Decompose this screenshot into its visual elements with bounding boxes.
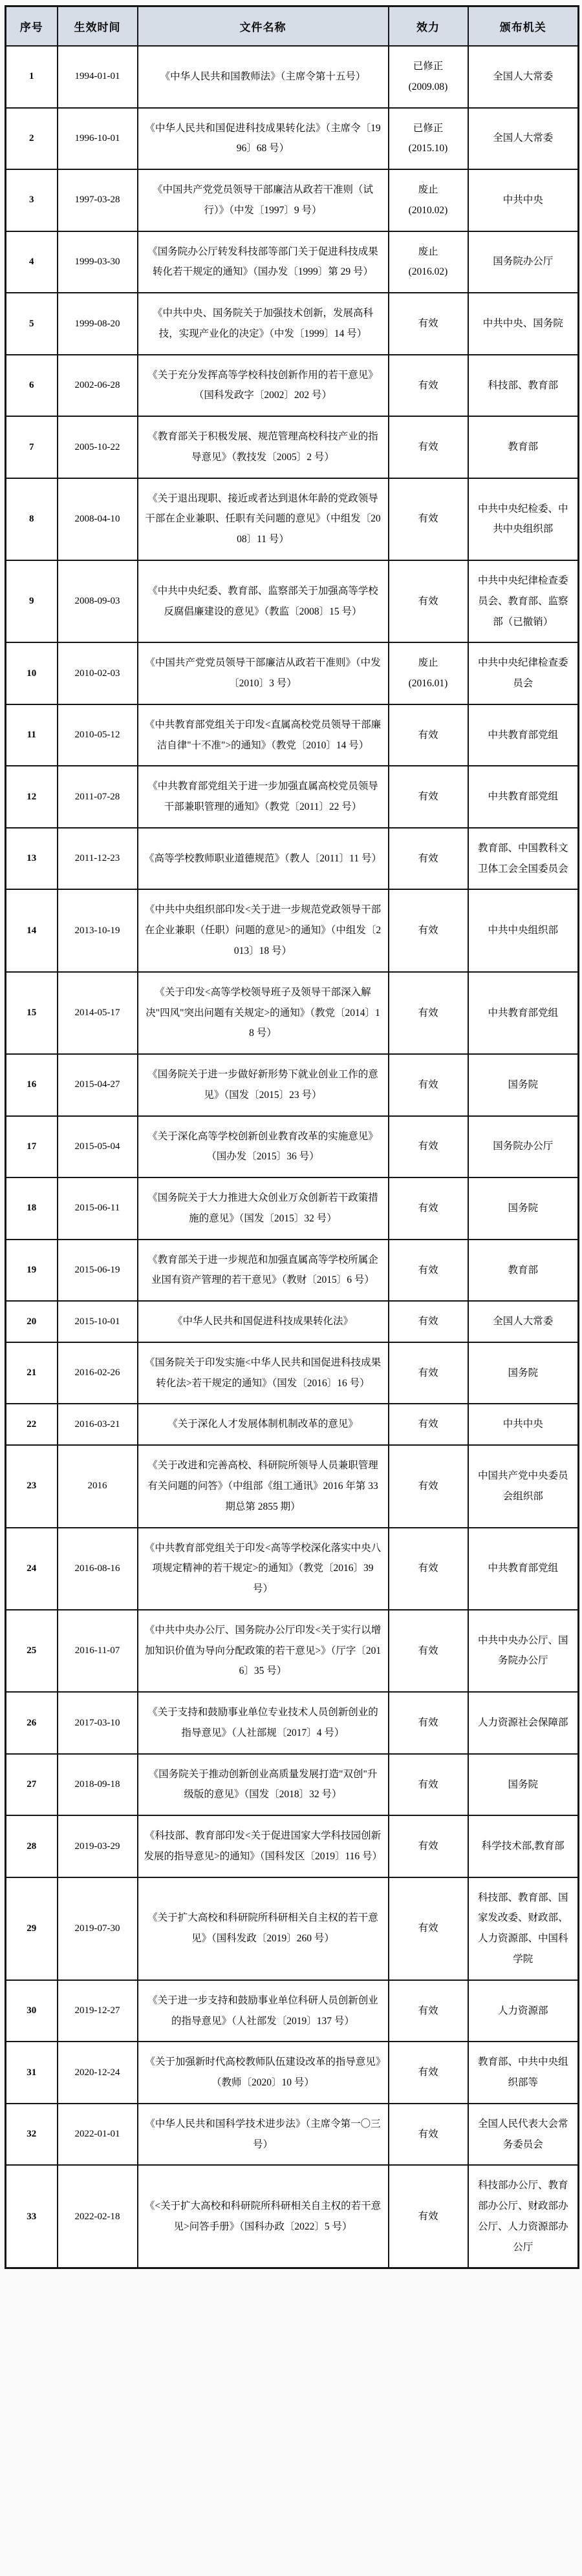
table-row — [6, 231, 579, 293]
row-issuer-cell: 中共中央纪律检查委员会、教育部、监察部（已撤销） — [468, 560, 579, 642]
validity-status: 有效 — [418, 1779, 438, 1790]
table-row — [6, 1116, 579, 1178]
row-issuer-cell: 中共中央组织部 — [468, 889, 579, 971]
row-title-cell: 《教育部关于积极发展、规范管理高校科技产业的指导意见》（教技发〔2005〕2 号） — [138, 416, 389, 478]
row-title-cell: 《中共教育部党组关于印发<直属高校党员领导干部廉洁自律"十不准">的通知》（教党〔2010〕14 号） — [138, 704, 389, 766]
row-validity-cell — [389, 1116, 468, 1178]
column-header-title: 文件名称 — [138, 6, 389, 47]
table-row — [6, 642, 579, 704]
validity-status: 有效 — [418, 1264, 438, 1276]
row-index-cell: 10 — [6, 642, 58, 704]
row-validity-cell — [389, 1240, 468, 1302]
row-title-cell: 《中国共产党党员领导干部廉洁从政若干准则》（中发〔2010〕3 号） — [138, 642, 389, 704]
row-issuer-cell: 人力资源社会保障部 — [468, 1692, 579, 1754]
row-issuer-cell: 中共教育部党组 — [468, 972, 579, 1054]
row-issuer-cell: 教育部、中国教科文卫体工会全国委员会 — [468, 828, 579, 890]
row-issuer-cell: 国务院 — [468, 1054, 579, 1116]
column-header-issuer: 颁布机关 — [468, 6, 579, 47]
table-row — [6, 1301, 579, 1342]
row-validity-cell — [389, 1610, 468, 1692]
row-validity-cell — [389, 108, 468, 170]
row-validity-cell — [389, 2165, 468, 2268]
validity-status: 废止 — [418, 184, 438, 196]
row-validity-cell — [389, 766, 468, 828]
row-date-cell: 2013-10-19 — [58, 889, 138, 971]
row-title-cell: 《科技部、教育部印发<关于促进国家大学科技园创新发展的指导意见>的通知》（国科发区〔2019〕116 号） — [138, 1815, 389, 1877]
row-validity-cell — [389, 2104, 468, 2166]
row-date-cell: 2011-07-28 — [58, 766, 138, 828]
row-index-cell: 18 — [6, 1177, 58, 1240]
row-date-cell: 2015-06-11 — [58, 1177, 138, 1240]
row-issuer-cell: 国务院 — [468, 1754, 579, 1816]
validity-status: 有效 — [418, 2005, 438, 2016]
row-index-cell: 30 — [6, 1980, 58, 2042]
row-issuer-cell: 中共中央 — [468, 1404, 579, 1445]
row-validity-cell — [389, 355, 468, 417]
validity-status: 有效 — [418, 379, 438, 391]
row-date-cell: 2016-03-21 — [58, 1404, 138, 1445]
table-body — [6, 46, 579, 2268]
table-row — [6, 1754, 579, 1816]
row-validity-cell — [389, 1815, 468, 1877]
row-issuer-cell: 人力资源部 — [468, 1980, 579, 2042]
row-validity-cell — [389, 1177, 468, 1240]
row-validity-cell — [389, 231, 468, 293]
validity-status: 有效 — [418, 1563, 438, 1574]
row-date-cell: 1999-08-20 — [58, 293, 138, 355]
row-date-cell: 2022-02-18 — [58, 2165, 138, 2268]
validity-status: 有效 — [418, 595, 438, 607]
row-title-cell: 《中华人民共和国促进科技成果转化法》（主席令〔1996〕68 号） — [138, 108, 389, 170]
row-title-cell: 《关于深化高等学校创新创业教育改革的实施意见》（国办发〔2015〕36 号） — [138, 1116, 389, 1178]
row-date-cell: 2017-03-10 — [58, 1692, 138, 1754]
table-row — [6, 416, 579, 478]
row-index-cell: 3 — [6, 169, 58, 231]
row-issuer-cell: 科技部、教育部 — [468, 355, 579, 417]
row-index-cell: 8 — [6, 478, 58, 560]
validity-status: 已修正 — [413, 122, 444, 134]
validity-status: 有效 — [418, 1480, 438, 1492]
row-index-cell: 24 — [6, 1528, 58, 1610]
row-title-cell: 《关于印发<高等学校领导班子及领导干部深入解决"四风"突出问题有关规定>的通知》（教党〔2014〕18 号） — [138, 972, 389, 1054]
validity-status: 有效 — [418, 791, 438, 803]
row-date-cell: 2015-06-19 — [58, 1240, 138, 1302]
row-date-cell: 2005-10-22 — [58, 416, 138, 478]
row-issuer-cell: 中共教育部党组 — [468, 766, 579, 828]
row-index-cell: 32 — [6, 2104, 58, 2166]
row-title-cell: 《高等学校教师职业道德规范》（教人〔2011〕11 号） — [138, 828, 389, 890]
row-validity-cell — [389, 642, 468, 704]
row-issuer-cell: 科技部办公厅、教育部办公厅、财政部办公厅、人力资源部办公厅 — [468, 2165, 579, 2268]
row-title-cell: 《国务院关于印发实施<中华人民共和国促进科技成果转化法>若干规定的通知》（国发〔2016〕16 号） — [138, 1342, 389, 1404]
row-index-cell: 22 — [6, 1404, 58, 1445]
table-row — [6, 1240, 579, 1302]
row-issuer-cell: 中共中央纪律检查委员会 — [468, 642, 579, 704]
validity-status: 有效 — [418, 1007, 438, 1019]
row-validity-cell — [389, 416, 468, 478]
table-row — [6, 1342, 579, 1404]
row-validity-cell — [389, 478, 468, 560]
row-date-cell: 2016-08-16 — [58, 1528, 138, 1610]
row-issuer-cell: 中共教育部党组 — [468, 1528, 579, 1610]
row-title-cell: 《国务院关于进一步做好新形势下就业创业工作的意见》（国发〔2015〕23 号） — [138, 1054, 389, 1116]
table-row — [6, 1177, 579, 1240]
row-validity-cell — [389, 704, 468, 766]
validity-status: 有效 — [418, 1716, 438, 1728]
validity-status: 有效 — [418, 2128, 438, 2140]
row-validity-cell — [389, 169, 468, 231]
row-title-cell: 《关于退出现职、接近或者达到退休年龄的党政领导干部在企业兼职、任职有关问题的意见》（中组发〔2008〕11 号） — [138, 478, 389, 560]
row-index-cell: 13 — [6, 828, 58, 890]
column-header-index: 序号 — [6, 6, 58, 47]
row-validity-cell — [389, 1877, 468, 1980]
row-title-cell: 《中共中央、国务院关于加强技术创新，发展高科技，实现产业化的决定》（中发〔1999〕14 号） — [138, 293, 389, 355]
row-date-cell: 2016-02-26 — [58, 1342, 138, 1404]
table-row — [6, 2042, 579, 2104]
table-row — [6, 1692, 579, 1754]
table-row — [6, 704, 579, 766]
row-issuer-cell: 中国共产党中央委员会组织部 — [468, 1445, 579, 1527]
validity-status: 有效 — [418, 1367, 438, 1378]
row-date-cell: 2015-10-01 — [58, 1301, 138, 1342]
row-issuer-cell: 教育部 — [468, 416, 579, 478]
row-index-cell: 27 — [6, 1754, 58, 1816]
row-title-cell: 《关于深化人才发展体制机制改革的意见》 — [138, 1404, 389, 1445]
row-title-cell: 《中共中央纪委、教育部、监察部关于加强高等学校反腐倡廉建设的意见》（教监〔2008〕15 号） — [138, 560, 389, 642]
row-title-cell: 《关于充分发挥高等学校科技创新作用的若干意见》（国科发政字〔2002〕202 号） — [138, 355, 389, 417]
row-index-cell: 31 — [6, 2042, 58, 2104]
table-row — [6, 1404, 579, 1445]
row-issuer-cell: 全国人大常委 — [468, 46, 579, 108]
table-row — [6, 1445, 579, 1527]
validity-status: 有效 — [418, 1141, 438, 1152]
row-date-cell: 1997-03-28 — [58, 169, 138, 231]
table-row — [6, 478, 579, 560]
row-date-cell: 2019-07-30 — [58, 1877, 138, 1980]
row-issuer-cell: 教育部、中共中央组织部等 — [468, 2042, 579, 2104]
row-validity-cell — [389, 560, 468, 642]
row-date-cell: 2008-09-03 — [58, 560, 138, 642]
validity-note: (2010.02) — [408, 204, 448, 216]
validity-status: 有效 — [418, 1645, 438, 1656]
row-index-cell: 9 — [6, 560, 58, 642]
row-index-cell: 4 — [6, 231, 58, 293]
row-date-cell: 1996-10-01 — [58, 108, 138, 170]
table-row — [6, 1610, 579, 1692]
row-issuer-cell: 中共中央办公厅、国务院办公厅 — [468, 1610, 579, 1692]
row-issuer-cell: 全国人民代表大会常务委员会 — [468, 2104, 579, 2166]
row-date-cell: 2010-05-12 — [58, 704, 138, 766]
row-validity-cell — [389, 293, 468, 355]
row-date-cell: 2019-03-29 — [58, 1815, 138, 1877]
row-issuer-cell: 科技部、教育部、国家发改委、财政部、人力资源部、中国科学院 — [468, 1877, 579, 1980]
table-row — [6, 2165, 579, 2268]
validity-status: 有效 — [418, 1923, 438, 1934]
row-validity-cell — [389, 1528, 468, 1610]
column-header-validity: 效力 — [389, 6, 468, 47]
row-validity-cell — [389, 972, 468, 1054]
row-title-cell: 《中共教育部党组关于进一步加强直属高校党员领导干部兼职管理的通知》（教党〔2011〕22 号） — [138, 766, 389, 828]
row-date-cell: 2010-02-03 — [58, 642, 138, 704]
row-index-cell: 14 — [6, 889, 58, 971]
row-issuer-cell: 教育部 — [468, 1240, 579, 1302]
row-validity-cell — [389, 1301, 468, 1342]
row-title-cell: 《国务院关于推动创新创业高质量发展打造"双创"升级版的意见》（国发〔2018〕32 号） — [138, 1754, 389, 1816]
header-row — [6, 6, 579, 47]
row-validity-cell — [389, 1342, 468, 1404]
row-title-cell: 《关于进一步支持和鼓励事业单位科研人员创新创业的指导意见》（人社部发〔2019〕137 号） — [138, 1980, 389, 2042]
row-index-cell: 6 — [6, 355, 58, 417]
row-title-cell: 《国务院关于大力推进大众创业万众创新若干政策措施的意见》（国发〔2015〕32 号） — [138, 1177, 389, 1240]
table-row — [6, 2104, 579, 2166]
row-index-cell: 19 — [6, 1240, 58, 1302]
row-issuer-cell: 科学技术部,教育部 — [468, 1815, 579, 1877]
validity-note: (2016.01) — [408, 678, 448, 690]
row-date-cell: 2014-05-17 — [58, 972, 138, 1054]
validity-status: 有效 — [418, 729, 438, 741]
table-row — [6, 1528, 579, 1610]
row-index-cell: 1 — [6, 46, 58, 108]
row-index-cell: 21 — [6, 1342, 58, 1404]
policy-documents-table — [5, 5, 579, 2269]
row-index-cell: 25 — [6, 1610, 58, 1692]
row-title-cell: 《教育部关于进一步规范和加强直属高等学校所属企业国有资产管理的若干意见》（教财〔2015〕6 号） — [138, 1240, 389, 1302]
table-header — [6, 6, 579, 47]
table-row — [6, 1054, 579, 1116]
validity-status: 有效 — [418, 513, 438, 525]
row-issuer-cell: 全国人大常委 — [468, 108, 579, 170]
validity-note: (2016.02) — [408, 266, 448, 278]
row-date-cell: 2019-12-27 — [58, 1980, 138, 2042]
row-validity-cell — [389, 46, 468, 108]
row-index-cell: 26 — [6, 1692, 58, 1754]
column-header-date: 生效时间 — [58, 6, 138, 47]
table-row — [6, 46, 579, 108]
row-date-cell: 2022-01-01 — [58, 2104, 138, 2166]
row-date-cell: 2016 — [58, 1445, 138, 1527]
row-title-cell: 《中共中央组织部印发<关于进一步规范党政领导干部在企业兼职（任职）问题的意见>的通知》（中组发〔2013〕18 号） — [138, 889, 389, 971]
row-issuer-cell: 国务院办公厅 — [468, 231, 579, 293]
row-validity-cell — [389, 2042, 468, 2104]
row-title-cell: 《关于改进和完善高校、科研院所领导人员兼职管理有关问题的问答》（中组部《组工通讯》2016 年第 33 期总第 2855 期） — [138, 1445, 389, 1527]
row-issuer-cell: 中共教育部党组 — [468, 704, 579, 766]
row-validity-cell — [389, 828, 468, 890]
row-date-cell: 2002-06-28 — [58, 355, 138, 417]
table-row — [6, 1815, 579, 1877]
validity-status: 有效 — [418, 441, 438, 453]
row-index-cell: 5 — [6, 293, 58, 355]
row-index-cell: 28 — [6, 1815, 58, 1877]
table-row — [6, 108, 579, 170]
validity-status: 有效 — [418, 318, 438, 329]
row-validity-cell — [389, 1404, 468, 1445]
row-date-cell: 2015-05-04 — [58, 1116, 138, 1178]
row-date-cell: 1999-03-30 — [58, 231, 138, 293]
table-row — [6, 355, 579, 417]
row-title-cell: 《关于加强新时代高校教师队伍建设改革的指导意见》（教师〔2020〕10 号） — [138, 2042, 389, 2104]
table-row — [6, 1877, 579, 1980]
validity-status: 有效 — [418, 1079, 438, 1090]
row-validity-cell — [389, 1054, 468, 1116]
row-validity-cell — [389, 889, 468, 971]
row-date-cell: 1994-01-01 — [58, 46, 138, 108]
row-title-cell: 《中华人民共和国促进科技成果转化法》 — [138, 1301, 389, 1342]
row-title-cell: 《关于扩大高校和科研院所科研相关自主权的若干意见》（国科发政〔2019〕260 号） — [138, 1877, 389, 1980]
validity-status: 有效 — [418, 852, 438, 864]
row-index-cell: 12 — [6, 766, 58, 828]
validity-status: 有效 — [418, 1202, 438, 1214]
row-title-cell: 《中华人民共和国教师法》（主席令第十五号） — [138, 46, 389, 108]
row-index-cell: 17 — [6, 1116, 58, 1178]
row-index-cell: 23 — [6, 1445, 58, 1527]
row-title-cell: 《国务院办公厅转发科技部等部门关于促进科技成果转化若干规定的通知》（国办发〔1999〕第 29 号） — [138, 231, 389, 293]
validity-status: 有效 — [418, 1841, 438, 1852]
row-issuer-cell: 国务院 — [468, 1342, 579, 1404]
row-date-cell: 2020-12-24 — [58, 2042, 138, 2104]
row-issuer-cell: 中共中央纪检委、中共中央组织部 — [468, 478, 579, 560]
validity-status: 有效 — [418, 925, 438, 936]
row-index-cell: 11 — [6, 704, 58, 766]
table-row — [6, 766, 579, 828]
row-date-cell: 2018-09-18 — [58, 1754, 138, 1816]
validity-status: 有效 — [418, 1419, 438, 1430]
row-index-cell: 16 — [6, 1054, 58, 1116]
table-row — [6, 889, 579, 971]
table-row — [6, 560, 579, 642]
validity-status: 废止 — [418, 246, 438, 257]
validity-status: 有效 — [418, 1316, 438, 1327]
row-index-cell: 29 — [6, 1877, 58, 1980]
row-title-cell: 《中共中央办公厅、国务院办公厅印发<关于实行以增加知识价值为导向分配政策的若干意见>》（厅字〔2016〕35 号） — [138, 1610, 389, 1692]
table-row — [6, 1980, 579, 2042]
table-row — [6, 169, 579, 231]
validity-status: 有效 — [418, 2067, 438, 2078]
row-title-cell: 《中国共产党党员领导干部廉洁从政若干准则（试行）》（中发〔1997〕9 号） — [138, 169, 389, 231]
row-date-cell: 2016-11-07 — [58, 1610, 138, 1692]
row-title-cell: 《中共教育部党组关于印发<高等学校深化落实中央八项规定精神的若干规定>的通知》（教党〔2016〕39 号） — [138, 1528, 389, 1610]
table-row — [6, 972, 579, 1054]
row-issuer-cell: 国务院 — [468, 1177, 579, 1240]
row-issuer-cell: 中共中央、国务院 — [468, 293, 579, 355]
validity-status: 废止 — [418, 657, 438, 669]
row-index-cell: 7 — [6, 416, 58, 478]
validity-status: 已修正 — [413, 61, 444, 72]
table-row — [6, 828, 579, 890]
validity-note: (2009.08) — [408, 81, 448, 92]
row-validity-cell — [389, 1692, 468, 1754]
row-index-cell: 2 — [6, 108, 58, 170]
row-validity-cell — [389, 1445, 468, 1527]
row-validity-cell — [389, 1754, 468, 1816]
row-issuer-cell: 国务院办公厅 — [468, 1116, 579, 1178]
validity-status: 有效 — [418, 2211, 438, 2222]
row-title-cell: 《中华人民共和国科学技术进步法》（主席令第一〇三号） — [138, 2104, 389, 2166]
row-title-cell: 《<关于扩大高校和科研院所科研相关自主权的若干意见>问答手册》（国科办政〔2022〕5 号） — [138, 2165, 389, 2268]
row-index-cell: 15 — [6, 972, 58, 1054]
validity-note: (2015.10) — [408, 143, 448, 154]
row-issuer-cell: 中共中央 — [468, 169, 579, 231]
row-index-cell: 33 — [6, 2165, 58, 2268]
row-date-cell: 2011-12-23 — [58, 828, 138, 890]
row-issuer-cell: 全国人大常委 — [468, 1301, 579, 1342]
row-validity-cell — [389, 1980, 468, 2042]
row-title-cell: 《关于支持和鼓励事业单位专业技术人员创新创业的指导意见》（人社部规〔2017〕4 号） — [138, 1692, 389, 1754]
row-index-cell: 20 — [6, 1301, 58, 1342]
table-row — [6, 293, 579, 355]
row-date-cell: 2015-04-27 — [58, 1054, 138, 1116]
row-date-cell: 2008-04-10 — [58, 478, 138, 560]
